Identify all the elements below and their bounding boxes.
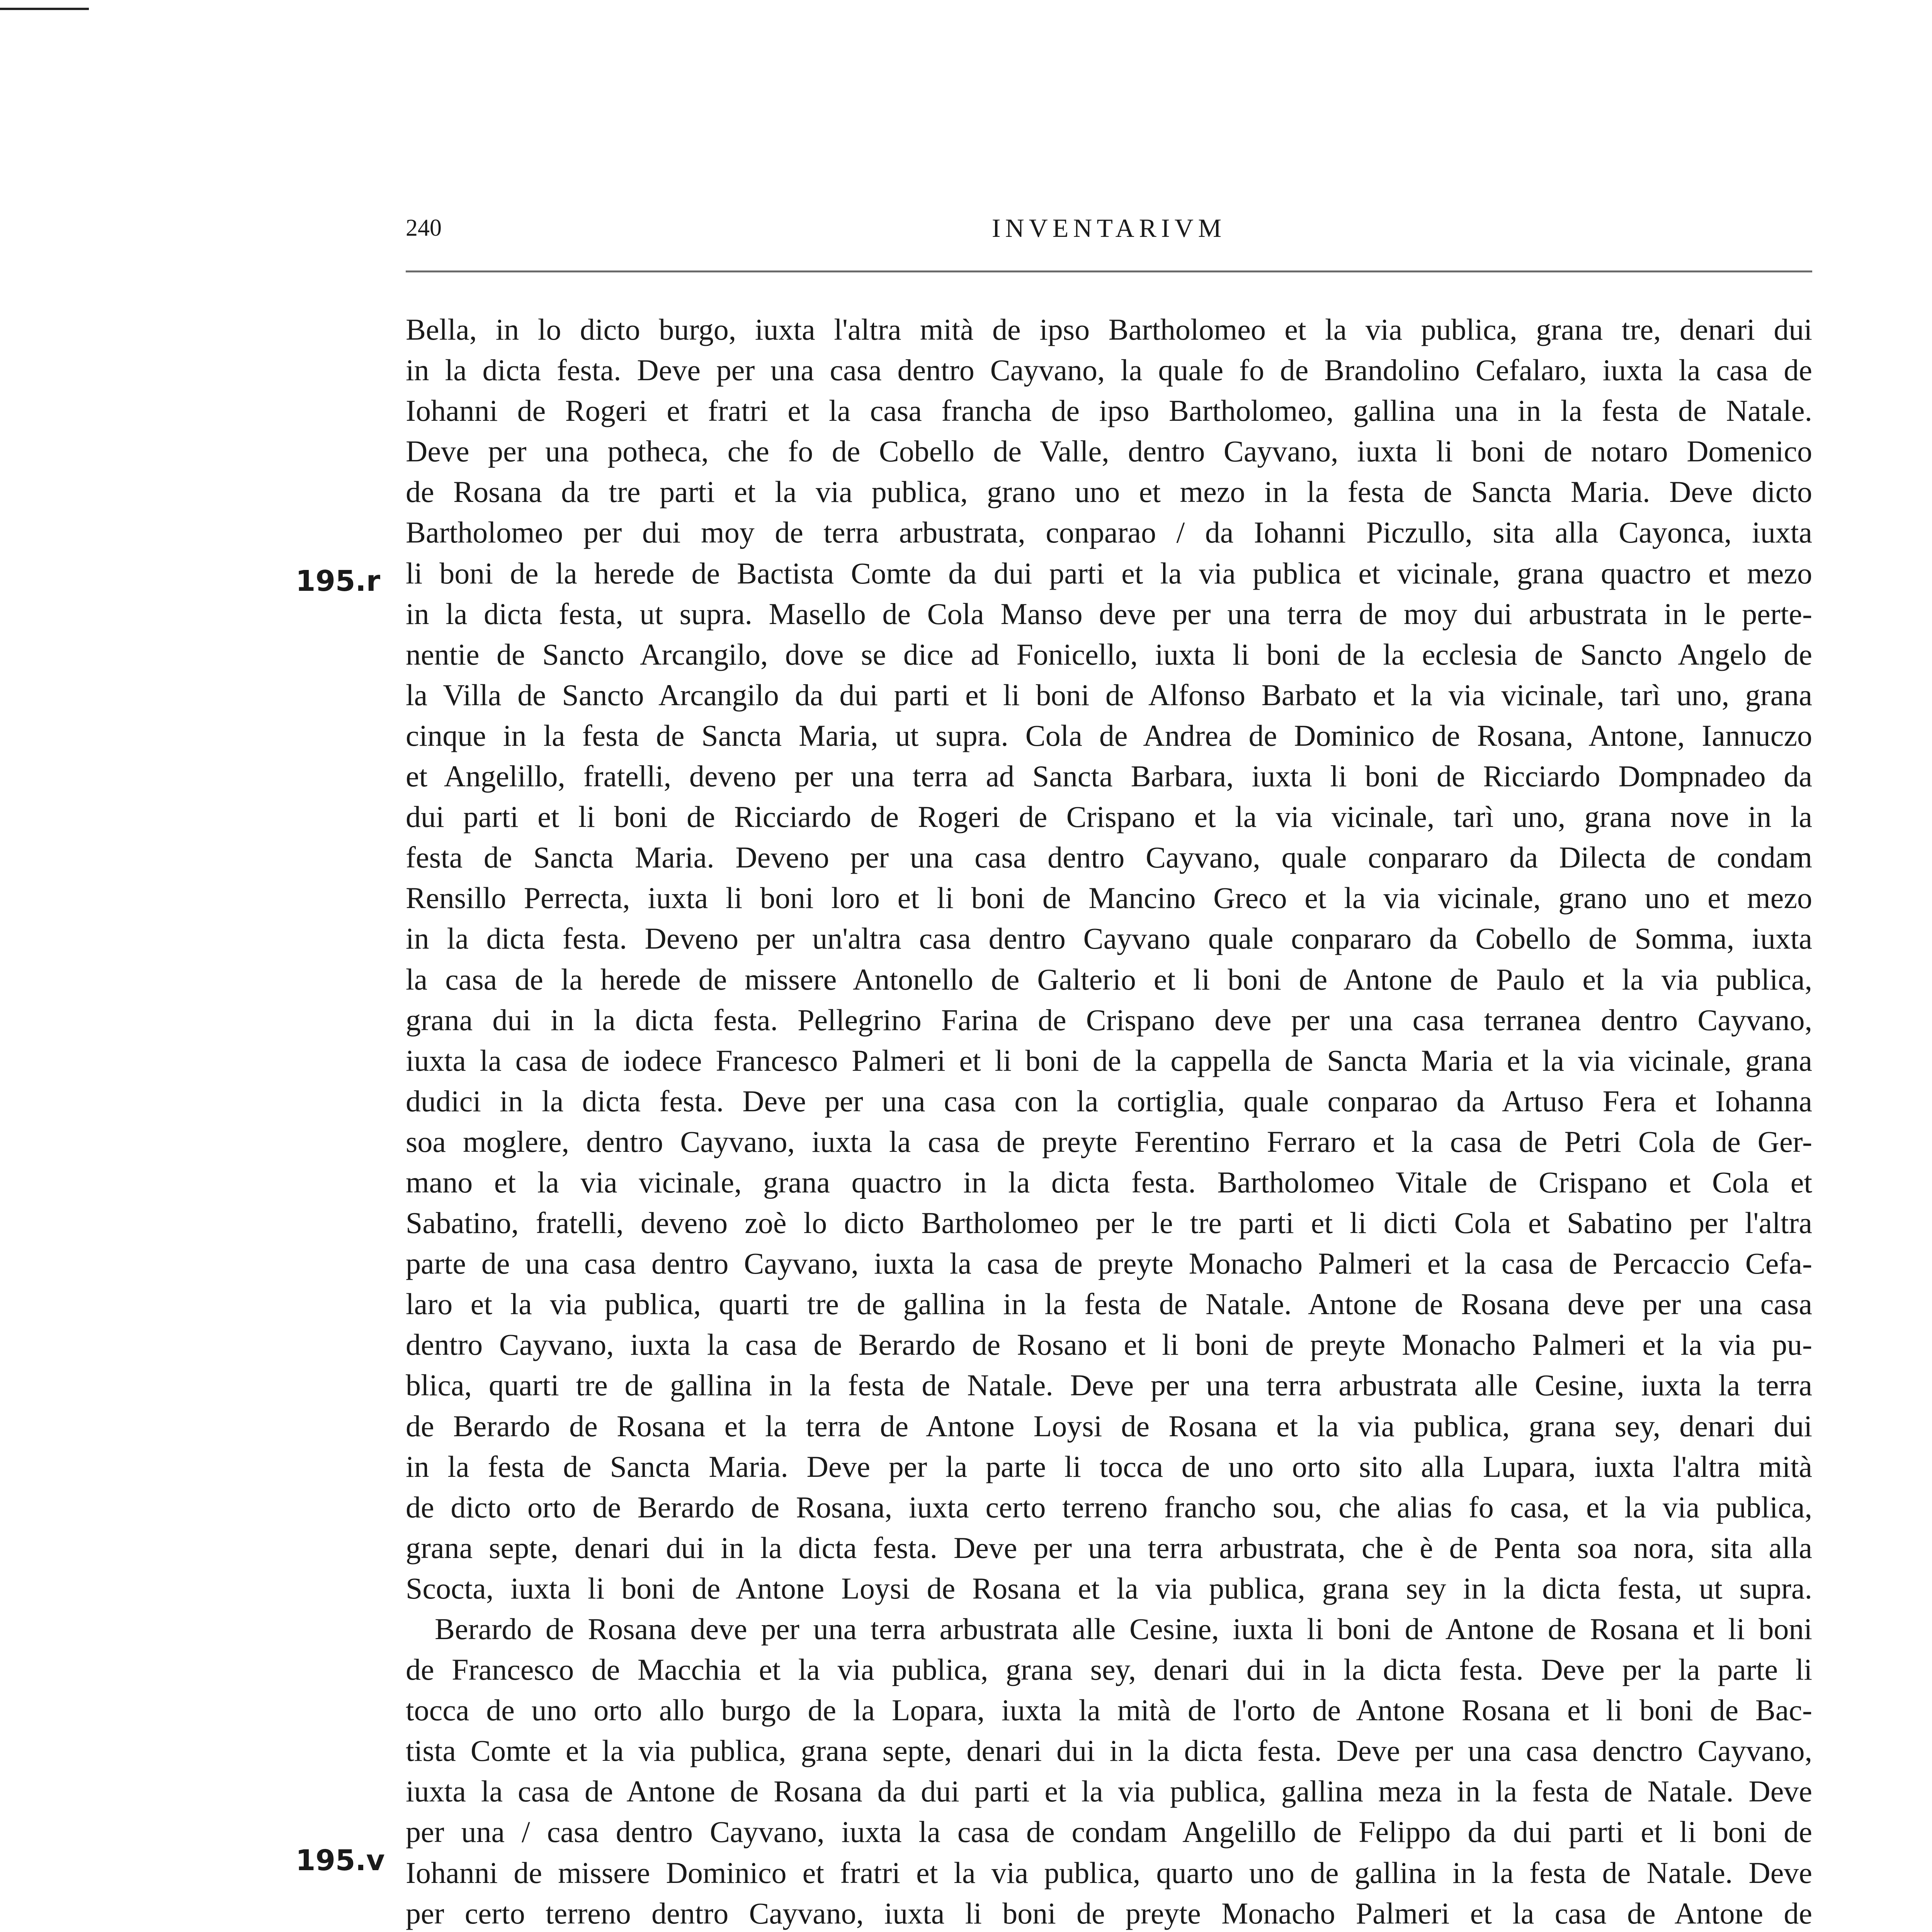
paragraph-start-line: Berardo de Rosana deve per una terra arbustrata alle Cesine, iuxta li boni de Antone de Rosana et li boni bbox=[435, 1612, 1812, 1646]
text-line: tista Comte et la via publica, grana septe, denari dui in la dicta festa. Deve per una casa denctro Cayvano, bbox=[406, 1734, 1812, 1768]
margin-folio-note: 195.r bbox=[296, 565, 381, 598]
text-line: in la dicta festa. Deve per una casa dentro Cayvano, la quale fo de Brandolino Cefalaro, iuxta la casa de bbox=[406, 353, 1812, 387]
text-line: li boni de la herede de Bactista Comte da dui parti et la via publica et vicinale, grana quactro et mezo bbox=[406, 556, 1812, 590]
text-line: in la dicta festa, ut supra. Masello de Cola Manso deve per una terra de moy dui arbustrata in le perte- bbox=[406, 597, 1812, 631]
text-line: festa de Sancta Maria. Deveno per una casa dentro Cayvano, quale conpararo da Dilecta de condam bbox=[406, 840, 1812, 874]
text-line: cinque in la festa de Sancta Maria, ut supra. Cola de Andrea de Dominico de Rosana, Antone, Iannuczo bbox=[406, 718, 1812, 752]
text-line: laro et la via publica, quarti tre de gallina in la festa de Natale. Antone de Rosana deve per una casa bbox=[406, 1287, 1812, 1321]
text-line: de Francesco de Macchia et la via publica, grana sey, denari dui in la dicta festa. Deve per la parte li bbox=[406, 1653, 1812, 1687]
text-line: dentro Cayvano, iuxta la casa de Berardo de Rosano et li boni de preyte Monacho Palmeri et la via pu- bbox=[406, 1328, 1812, 1362]
text-line: de Berardo de Rosana et la terra de Antone Loysi de Rosana et la via publica, grana sey, denari dui bbox=[406, 1409, 1812, 1443]
text-line: iuxta la casa de Antone de Rosana da dui parti et la via publica, gallina meza in la festa de Natale. Deve bbox=[406, 1774, 1812, 1808]
text-line: parte de una casa dentro Cayvano, iuxta la casa de preyte Monacho Palmeri et la casa de Percaccio Cefa- bbox=[406, 1247, 1812, 1281]
page-header bbox=[406, 211, 1812, 253]
text-line: soa moglere, dentro Cayvano, iuxta la casa de preyte Ferentino Ferraro et la casa de Petri Cola de Ger- bbox=[406, 1124, 1812, 1158]
text-line: de dicto orto de Berardo de Rosana, iuxta certo terreno francho sou, che alias fo casa, et la via publica, bbox=[406, 1490, 1812, 1524]
text-line: per una / casa dentro Cayvano, iuxta la casa de condam Angelillo de Felippo da dui parti et li boni de bbox=[406, 1815, 1812, 1849]
text-line: nentie de Sancto Arcangilo, dove se dice ad Fonicello, iuxta li boni de la ecclesia de Sancto Angelo de bbox=[406, 637, 1812, 671]
text-line: in la dicta festa. Deveno per un'altra casa dentro Cayvano quale conpararo da Cobello de Somma, iuxta bbox=[406, 922, 1812, 956]
text-line: Bartholomeo per dui moy de terra arbustrata, conparao / da Iohanni Piczullo, sita alla Cayonca, iuxta bbox=[406, 515, 1812, 549]
text-line: tocca de uno orto allo burgo de la Lopara, iuxta la mità de l'orto de Antone Rosana et li boni de Bac- bbox=[406, 1693, 1812, 1727]
text-line: iuxta la casa de iodece Francesco Palmeri et li boni de la cappella de Sancta Maria et la via vicinale, grana bbox=[406, 1043, 1812, 1077]
text-line: la Villa de Sancto Arcangilo da dui parti et li boni de Alfonso Barbato et la via vicinale, tarì uno, grana bbox=[406, 678, 1812, 712]
text-line: de Rosana da tre parti et la via publica, grano uno et mezo in la festa de Sancta Maria. Deve dicto bbox=[406, 475, 1812, 509]
text-line: dui parti et li boni de Ricciardo de Rogeri de Crispano et la via vicinale, tarì uno, grana nove in la bbox=[406, 800, 1812, 834]
text-line: Scocta, iuxta li boni de Antone Loysi de Rosana et la via publica, grana sey in la dicta festa, ut supra. bbox=[406, 1571, 1812, 1605]
header-rule bbox=[406, 270, 1812, 272]
text-line: Iohanni de missere Dominico et fratri et la via publica, quarto uno de gallina in la festa de Natale. Deve bbox=[406, 1855, 1812, 1889]
margin-folio-note: 195.v bbox=[296, 1844, 385, 1877]
text-line: dudici in la dicta festa. Deve per una casa con la cortiglia, quale conparao da Artuso Fera et Iohanna bbox=[406, 1084, 1812, 1118]
text-line: Deve per una potheca, che fo de Cobello de Valle, dentro Cayvano, iuxta li boni de notaro Domenico bbox=[406, 434, 1812, 468]
text-line: Bella, in lo dicto burgo, iuxta l'altra mità de ipso Bartholomeo et la via publica, grana tre, denari dui bbox=[406, 313, 1812, 346]
text-line: in la festa de Sancta Maria. Deve per la parte li tocca de uno orto sito alla Lupara, iuxta l'altra mità bbox=[406, 1449, 1812, 1483]
text-line: per certo terreno dentro Cayvano, iuxta li boni de preyte Monacho Palmeri et la casa de Antone de bbox=[406, 1896, 1812, 1930]
running-title: INVENTARIVM bbox=[992, 213, 1226, 243]
text-line: Rensillo Perrecta, iuxta li boni loro et li boni de Mancino Greco et la via vicinale, grano uno et mezo bbox=[406, 881, 1812, 915]
page-number: 240 bbox=[406, 215, 442, 241]
text-line: Iohanni de Rogeri et fratri et la casa francha de ipso Bartholomeo, gallina una in la festa de Natale. bbox=[406, 394, 1812, 428]
text-line: grana septe, denari dui in la dicta festa. Deve per una terra arbustrata, che è de Penta soa nora, sita alla bbox=[406, 1531, 1812, 1565]
text-line: mano et la via vicinale, grana quactro in la dicta festa. Bartholomeo Vitale de Crispano et Cola et bbox=[406, 1165, 1812, 1199]
corner-mark bbox=[0, 8, 89, 10]
text-line: et Angelillo, fratelli, deveno per una terra ad Sancta Barbara, iuxta li boni de Ricciardo Dompnadeo da bbox=[406, 759, 1812, 793]
text-line: blica, quarti tre de gallina in la festa de Natale. Deve per una terra arbustrata alle Cesine, iuxta la terra bbox=[406, 1368, 1812, 1402]
text-line: grana dui in la dicta festa. Pellegrino Farina de Crispano deve per una casa terranea dentro Cayvano, bbox=[406, 1003, 1812, 1037]
text-line: Sabatino, fratelli, deveno zoè lo dicto Bartholomeo per le tre parti et li dicti Cola et Sabatino per l'altra bbox=[406, 1206, 1812, 1240]
body-text bbox=[406, 309, 1812, 1932]
text-line: la casa de la herede de missere Antonello de Galterio et li boni de Antone de Paulo et la via publica, bbox=[406, 962, 1812, 996]
